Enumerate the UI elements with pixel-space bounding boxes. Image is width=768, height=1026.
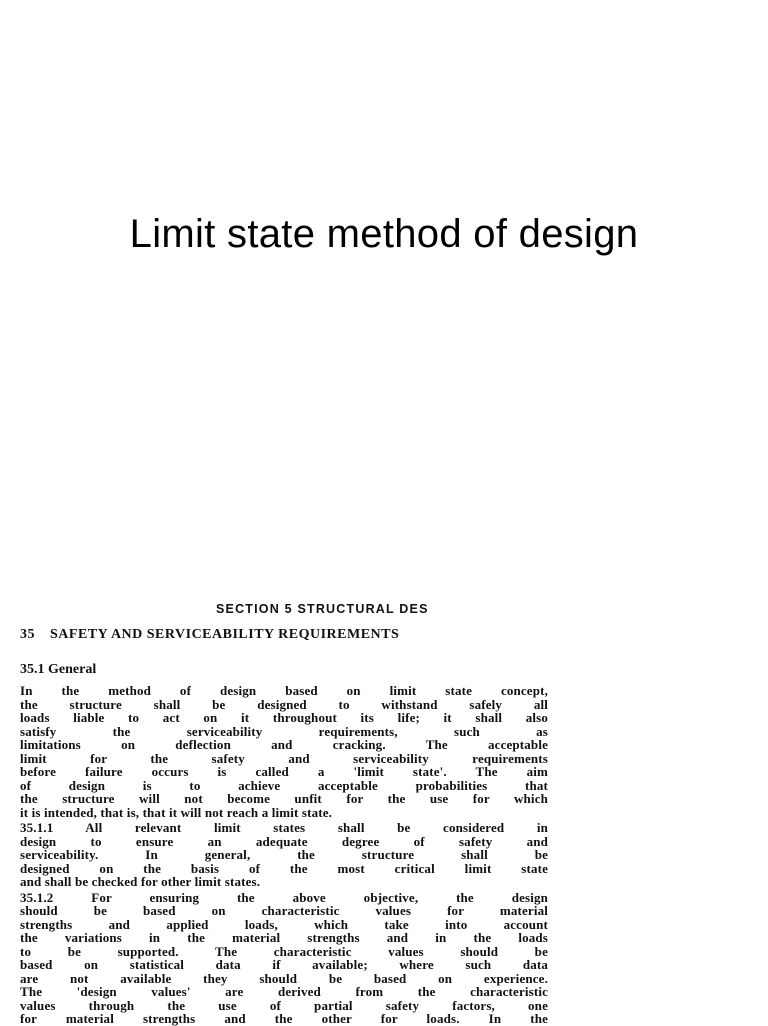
text-line: and shall be checked for other limit states.	[20, 874, 261, 889]
scanned-code-excerpt	[20, 588, 556, 1026]
text-line: satisfy the serviceability requirements, such as	[20, 723, 548, 739]
section-heading: SECTION 5 STRUCTURAL DES	[216, 602, 429, 616]
text-line: design to ensure an adequate degree of safety and	[20, 833, 548, 849]
text-line: loads liable to act on it throughout its life; it shall also	[20, 710, 548, 725]
text-line: before failure occurs is called a 'limit state'. The aim	[20, 764, 548, 779]
text-line: to be supported. The characteristic values should be	[20, 943, 548, 959]
text-line: limitations on deflection and cracking. The acceptable	[20, 737, 548, 752]
text-line: limit for the safety and serviceability requirements	[20, 750, 548, 766]
text-line: serviceability. In general, the structure shall be	[20, 847, 548, 862]
clause-body	[20, 684, 548, 1026]
clause-heading	[20, 628, 572, 641]
text-line: the variations in the material strengths and in the loads	[20, 930, 548, 945]
text-line: should be based on characteristic values for material	[20, 903, 548, 918]
text-line: of design is to achieve acceptable probabilities that	[20, 777, 548, 793]
text-line: designed on the basis of the most critical limit state	[20, 860, 548, 876]
sub-heading: 35.1 General	[20, 662, 97, 677]
text-line: it is intended, that is, that it will not reach a limit state.	[20, 804, 333, 820]
text-line: the structure will not become unfit for the use for which	[20, 791, 548, 806]
text-line: for material strengths and the other for loads. In the	[20, 1011, 548, 1026]
text-line: based on statistical data if available; where such data	[20, 957, 548, 972]
text-line: values through the use of partial safety factors, one	[20, 997, 548, 1013]
text-line: 35.1.2 For ensuring the above objective, the design	[20, 889, 548, 905]
text-line: the structure shall be designed to withstand safely all	[20, 696, 548, 712]
clause-number: 35	[20, 627, 35, 642]
text-line: strengths and applied loads, which take into account	[20, 916, 548, 932]
clause-title: SAFETY AND SERVICEABILITY REQUIREMENTS	[50, 627, 400, 642]
slide-title: Limit state method of design	[129, 212, 639, 256]
text-line: The 'design values' are derived from the characteristic	[20, 984, 548, 999]
text-line: are not available they should be based on experience.	[20, 970, 548, 986]
text-line: In the method of design based on limit state concept,	[20, 683, 548, 698]
text-line: 35.1.1 All relevant limit states shall be considered in	[20, 820, 548, 835]
